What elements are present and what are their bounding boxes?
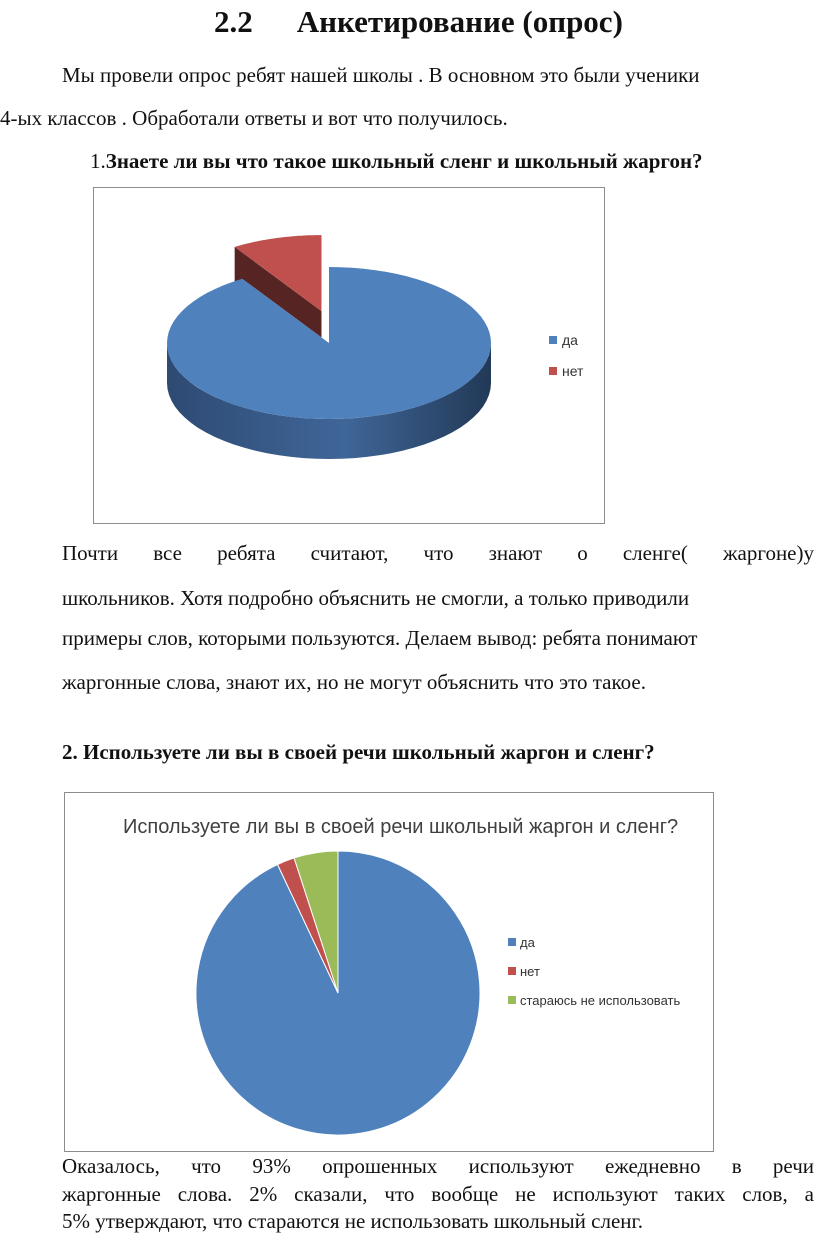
- legend-swatch-net: [549, 367, 557, 375]
- answer-1-line-1: Почти все ребята считают, что знают о сленге( жаргоне)у: [62, 541, 814, 565]
- question-2: 2. Используете ли вы в своей речи школьный жаргон и сленг?: [62, 740, 655, 764]
- question-1: [90, 149, 703, 174]
- section-heading: [214, 4, 623, 40]
- legend-label-da: да: [562, 332, 578, 348]
- chart-1-frame: [93, 187, 605, 524]
- answer-2-line-3: 5% утверждают, что стараются не использовать школьный сленг.: [62, 1209, 643, 1233]
- chart-2-frame: [64, 792, 714, 1152]
- chart-1-svg: [94, 188, 604, 523]
- legend-swatch-staralsya: [508, 996, 516, 1004]
- answer-2-line-1: Оказалось, что 93% опрошенных используют ежедневно в речи: [62, 1154, 814, 1178]
- legend-label-net: нет: [562, 363, 584, 379]
- pie-top-да: [167, 267, 491, 419]
- answer-2-line-2: жаргонные слова. 2% сказали, что вообще не используют таких слов, а: [62, 1182, 814, 1206]
- question-1-text: Знаете ли вы что такое школьный сленг и школьный жаргон?: [105, 149, 703, 173]
- legend-label-da: да: [520, 935, 535, 950]
- legend-label-staralsya: стараюсь не использовать: [520, 993, 681, 1008]
- chart-2-svg: [65, 793, 713, 1151]
- question-1-number: 1.: [90, 149, 106, 173]
- legend-swatch-da: [508, 938, 516, 946]
- intro-line-1: Мы провели опрос ребят нашей школы . В основном это были ученики: [62, 63, 700, 87]
- intro-line-2: 4-ых классов . Обработали ответы и вот что получилось.: [0, 106, 508, 130]
- chart-1-legend: [549, 332, 584, 379]
- section-number: 2.2: [214, 4, 253, 39]
- section-title: Анкетирование (опрос): [296, 4, 623, 39]
- pie-slice-да: [167, 267, 491, 459]
- answer-1-line-3: примеры слов, которыми пользуются. Делаем вывод: ребята понимают: [62, 626, 698, 650]
- legend-label-net: нет: [520, 964, 540, 979]
- answer-1-line-4: жаргонные слова, знают их, но не могут объяснить что это такое.: [62, 670, 646, 694]
- legend-swatch-da: [549, 336, 557, 344]
- chart-2-legend: [508, 935, 680, 1008]
- chart-2-title: Используете ли вы в своей речи школьный жаргон и сленг?: [123, 816, 679, 838]
- answer-1-line-2: школьников. Хотя подробно объяснить не смогли, а только приводили: [62, 586, 690, 610]
- legend-swatch-net: [508, 967, 516, 975]
